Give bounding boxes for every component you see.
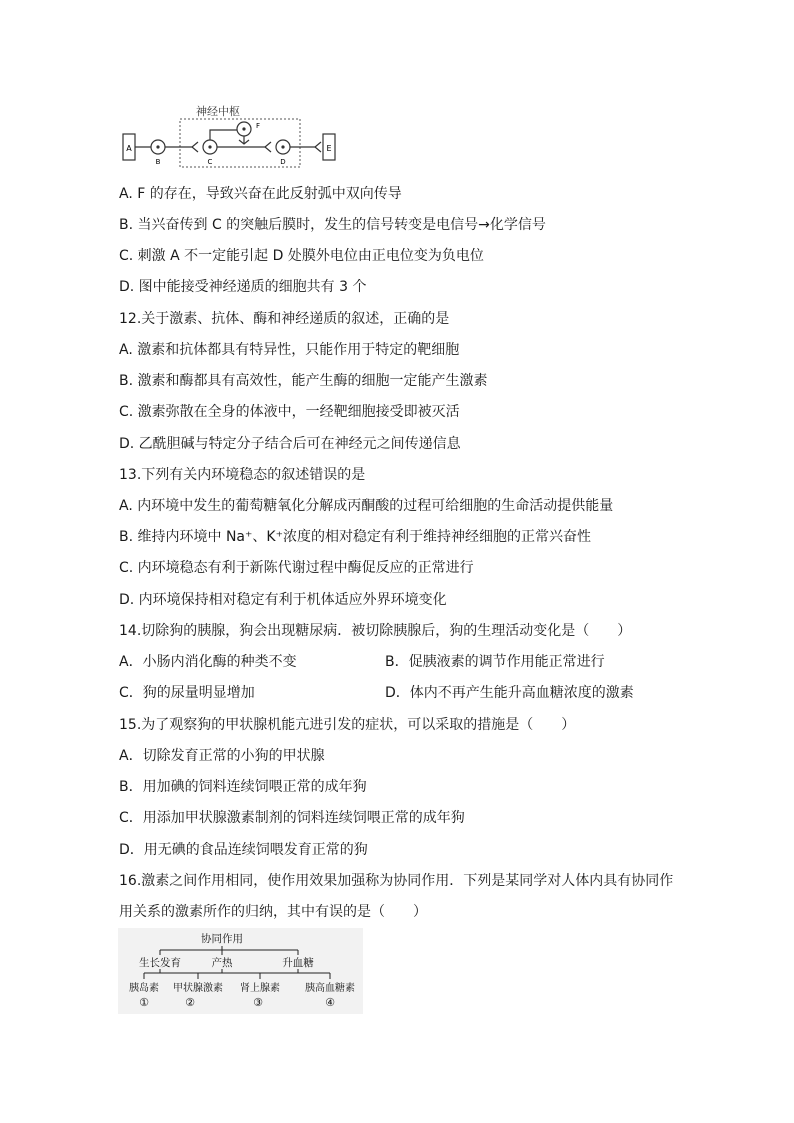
q15-stem: 15.为了观察狗的甲状腺机能亢进引发的症状，可以采取的措施是（ ）: [119, 717, 576, 733]
q15-option-d: D．用无碘的食品连续饲喂发育正常的狗: [119, 842, 368, 858]
q15-option-b: B．用加碘的饲料连续饲喂正常的成年狗: [119, 779, 367, 795]
q16-stem-line2: 用关系的激素所作的归纳，其中有误的是（ ）: [119, 904, 427, 920]
q15-option-c: C．用添加甲状腺激素制剂的饲料连续饲喂正常的成年狗: [119, 810, 465, 826]
group-glucose: 升血糖: [282, 957, 314, 969]
label-a: A: [126, 144, 132, 153]
synergy-tree-diagram: [118, 928, 363, 1014]
hormone-insulin: 胰岛素: [129, 983, 159, 994]
q14-option-b: B．促胰液素的调节作用能正常进行: [385, 654, 605, 670]
group-growth: 生长发育: [139, 957, 181, 969]
q12-option-c: C. 激素弥散在全身的体液中，一经靶细胞接受即被灭活: [119, 404, 460, 420]
q13-option-d: D. 内环境保持相对稳定有利于机体适应外界环境变化: [119, 592, 447, 608]
group-heat: 产热: [211, 957, 233, 969]
hormone-adrenaline: 肾上腺素: [240, 983, 280, 994]
q13-option-c: C. 内环境稳态有利于新陈代谢过程中酶促反应的正常进行: [119, 560, 474, 576]
q13-option-a: A. 内环境中发生的葡萄糖氧化分解成丙酮酸的过程可给细胞的生命活动提供能量: [119, 498, 614, 514]
q14-stem: 14.切除狗的胰腺，狗会出现糖尿病．被切除胰腺后，狗的生理活动变化是（ ）: [119, 623, 632, 639]
q15-option-a: A．切除发育正常的小狗的甲状腺: [119, 748, 325, 764]
q11-option-b: B. 当兴奋传到 C 的突触后膜时，发生的信号转变是电信号→化学信号: [119, 217, 546, 233]
q12-option-a: A. 激素和抗体都具有特异性，只能作用于特定的靶细胞: [119, 342, 460, 358]
q12-option-b: B. 激素和酶都具有高效性，能产生酶的细胞一定能产生激素: [119, 373, 488, 389]
q13-option-b: B. 维持内环境中 Na⁺、K⁺浓度的相对稳定有利于维持神经细胞的正常兴奋性: [119, 529, 591, 545]
label-d: D: [280, 158, 286, 166]
q11-option-a: A. F 的存在，导致兴奋在此反射弧中双向传导: [119, 186, 402, 202]
q14-option-c: C．狗的尿量明显增加: [119, 685, 255, 701]
q14-option-a: A．小肠内消化酶的种类不变: [119, 654, 297, 670]
number-3: ③: [253, 996, 263, 1009]
q14-option-d: D．体内不再产生能升高血糖浓度的激素: [385, 685, 634, 701]
label-b: B: [155, 158, 161, 166]
number-4: ④: [325, 996, 335, 1009]
number-2: ②: [185, 996, 195, 1009]
reflex-arc-diagram: [118, 100, 340, 172]
q11-option-c: C. 刺激 A 不一定能引起 D 处膜外电位由正电位变为负电位: [119, 248, 484, 264]
label-e: E: [326, 144, 332, 153]
q16-stem-line1: 16.激素之间作用相同，使作用效果加强称为协同作用．下列是某同学对人体内具有协同作: [119, 873, 674, 889]
tree-root: 协同作用: [201, 933, 243, 945]
number-1: ①: [139, 996, 149, 1009]
q12-stem: 12.关于激素、抗体、酶和神经递质的叙述，正确的是: [119, 311, 450, 327]
hormone-thyroid: 甲状腺激素: [173, 983, 223, 994]
q11-option-d: D. 图中能接受神经递质的细胞共有 3 个: [119, 279, 367, 295]
label-c: C: [207, 158, 213, 166]
q13-stem: 13.下列有关内环境稳态的叙述错误的是: [119, 467, 366, 483]
q12-option-d: D. 乙酰胆碱与特定分子结合后可在神经元之间传递信息: [119, 436, 461, 452]
hormone-glucagon: 胰高血糖素: [305, 983, 355, 994]
figure1-title: 神经中枢: [196, 105, 240, 118]
label-f: F: [256, 122, 261, 130]
